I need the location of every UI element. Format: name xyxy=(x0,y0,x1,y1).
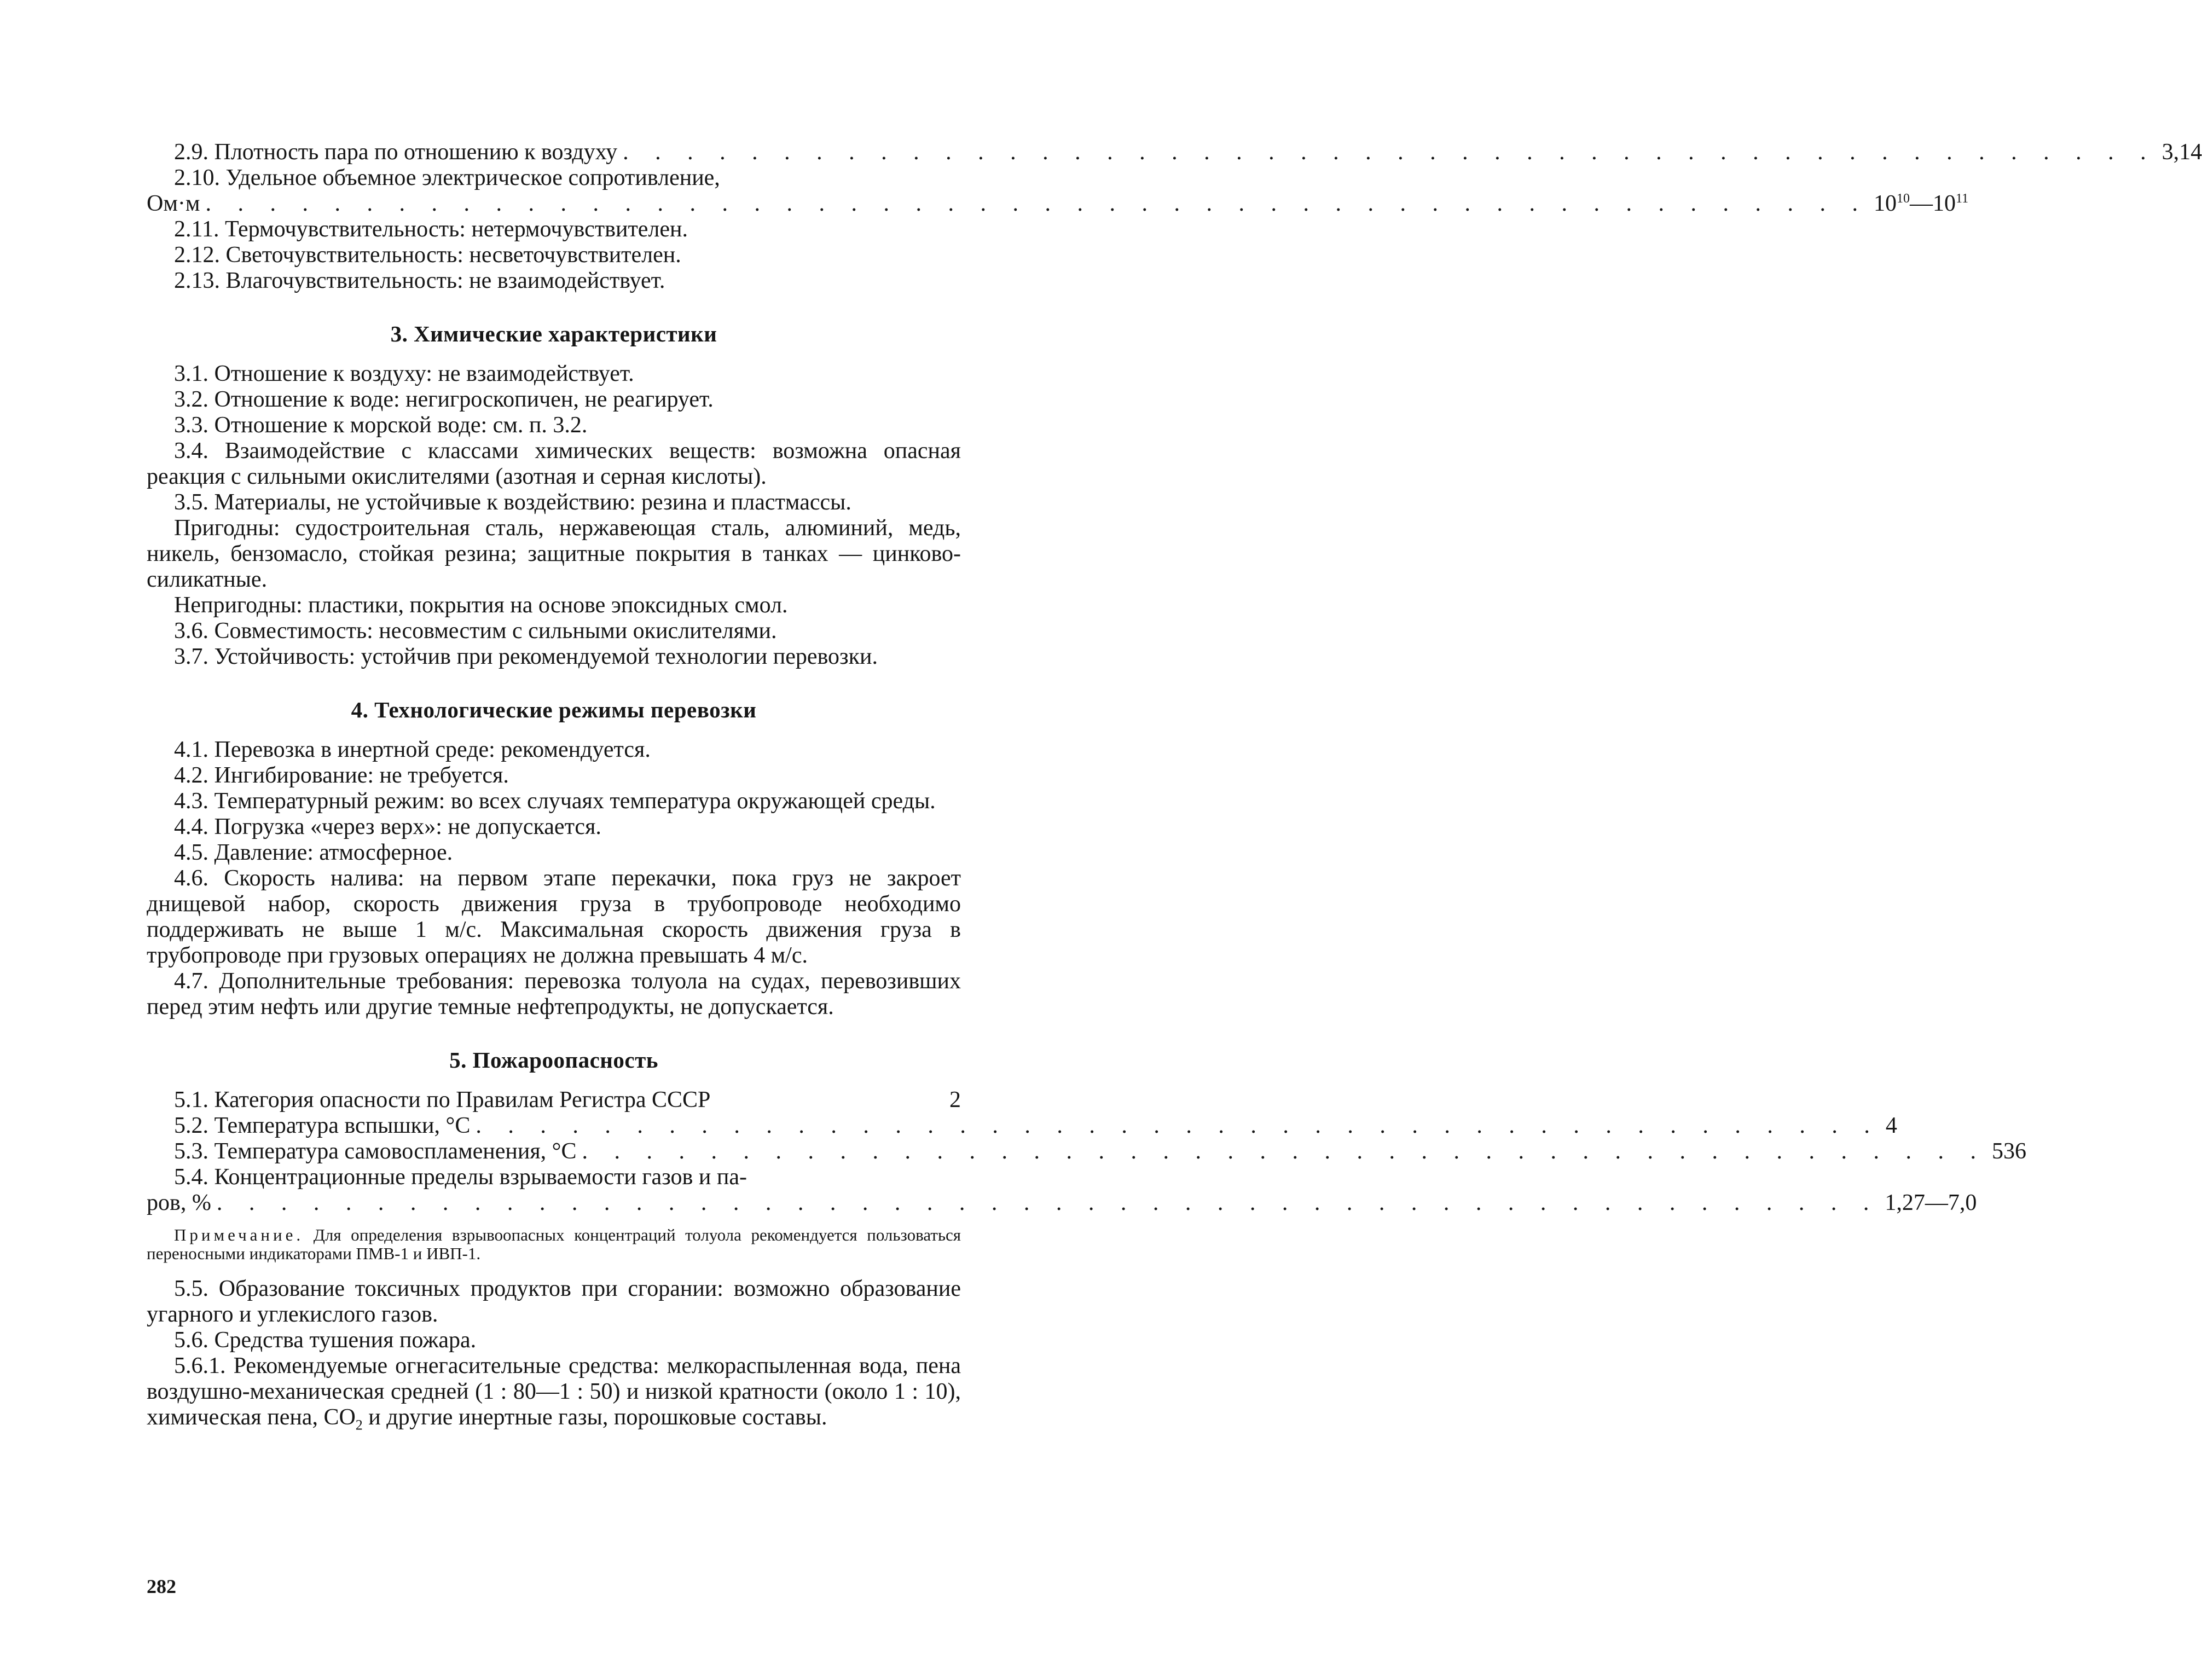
item-2-12: 2.12. Светочувствительность: несветочувствителен. xyxy=(174,242,681,268)
item-5-1-label: 5.1. Категория опасности по Правилам Регистра СССР xyxy=(174,1087,711,1113)
item-3-1: 3.1. Отношение к воздуху: не взаимодействует. xyxy=(174,361,634,386)
item-5-3 xyxy=(147,1139,2026,1165)
item-3-3: 3.3. Отношение к морской воде: см. п. 3.2. xyxy=(174,413,588,438)
section-3-heading: 3. Химические характеристики xyxy=(390,321,717,346)
item-3-2: 3.2. Отношение к воде: негигроскопичен, не реагирует. xyxy=(174,387,714,412)
item-4-3: 4.3. Температурный режим: во всех случаях температура окружающей среды. xyxy=(174,789,936,814)
item-5-1-value: 2 xyxy=(949,1087,961,1113)
item-5-2 xyxy=(147,1113,1897,1139)
page-number: 282 xyxy=(147,1575,176,1597)
document-page xyxy=(147,140,2202,1433)
item-5-5: 5.5. Образование токсичных продуктов при сгорании: возможно образование угарного и углекислого газов. xyxy=(147,1276,961,1327)
item-5-2-label: 5.2. Температура вспышки, °С xyxy=(174,1113,471,1138)
item-4-4: 4.4. Погрузка «через верх»: не допускается. xyxy=(174,814,601,839)
item-2-10-line2 xyxy=(147,191,1969,217)
item-2-9 xyxy=(147,140,2202,165)
item-3-7: 3.7. Устойчивость: устойчив при рекомендуемой технологии перевозки. xyxy=(174,644,878,669)
note-heading: Примечание. xyxy=(174,1225,304,1244)
item-5-3-label: 5.3. Температура самовоспламенения, °С xyxy=(174,1139,577,1164)
dot-leader: . . . . . . . . . . . . . . . . . . . . . . . . . . . . . . . . . . . . . . . . . . . . xyxy=(476,1113,1880,1138)
item-4-5: 4.5. Давление: атмосферное. xyxy=(174,840,453,865)
item-5-4-line2 xyxy=(147,1190,1977,1216)
item-5-4-label: ров, % xyxy=(147,1190,211,1215)
item-4-1: 4.1. Перевозка в инертной среде: рекомендуется. xyxy=(174,737,651,762)
item-3-6: 3.6. Совместимость: несовместим с сильными окислителями. xyxy=(174,618,777,644)
dot-leader: . . . . . . . . . . . . . . . . . . . . . . . . . . . . . . . . . . . . . . . . . . . . xyxy=(582,1139,1986,1164)
item-5-3-value: 536 xyxy=(1992,1139,2026,1164)
item-3-5: 3.5. Материалы, не устойчивые к воздействию: резина и пластмассы. xyxy=(174,490,851,515)
item-5-6: 5.6. Средства тушения пожара. xyxy=(174,1328,477,1353)
dot-leader: . . . . . . . . . . . . . . . . . . . . . . . . . . . . . . . . . . . . . . . . . . . . . . . . . . . . xyxy=(216,1190,1880,1215)
item-2-11: 2.11. Термочувствительность: нетермочувствителен. xyxy=(174,217,688,242)
note xyxy=(147,1226,961,1263)
item-3-4: 3.4. Взаимодействие с классами химических веществ: возможна опасная реакция с сильными окислителями (азотная и серная кислоты). xyxy=(147,438,961,489)
item-4-7: 4.7. Дополнительные требования: перевозка толуола на судах, перевозивших перед этим нефть или другие темные нефтепродукты, не допускается. xyxy=(147,969,961,1019)
item-5-1 xyxy=(147,1087,961,1113)
note-text: Для определения взрывоопасных концентраций толуола рекомендуется пользоваться переносными индикаторами ПМВ-1 и ИВП-1. xyxy=(147,1225,961,1263)
dot-leader: . . . . . . . . . . . . . . . . . . . . . . . . . . . . . . . . . . . . . . . . . . . . . . . . . . . . xyxy=(205,191,1868,216)
dot-leader: . . . . . . . . . . . . . . . . . . . . . . . . . . . . . . . . . . . . . . . . . . . . . . . . xyxy=(623,140,2157,165)
item-5-4-value: 1,27—7,0 xyxy=(1885,1190,1977,1215)
item-4-6: 4.6. Скорость налива: на первом этапе перекачки, пока груз не закроет днищевой набор, скорость движения груза в трубопроводе необходимо поддерживать не выше 1 м/с. Максимальная скорость движения груза в трубопроводе при грузовых операциях не должна превышать 4 м/с. xyxy=(147,866,961,968)
item-2-9-label: 2.9. Плотность пара по отношению к воздуху xyxy=(174,140,618,165)
item-5-6-1: 5.6.1. Рекомендуемые огнегасительные средства: мелкораспыленная вода, пена воздушно-механическая средней (1 : 80—1 : 50) и низкой кратности (около 1 : 10), химическая пена, $CO_2$ и другие инертные газы, порошковые составы. xyxy=(147,1353,961,1433)
item-3-5-unsuitable: Непригодны: пластики, покрытия на основе эпоксидных смол. xyxy=(174,593,788,618)
item-4-2: 4.2. Ингибирование: не требуется. xyxy=(174,763,509,788)
item-3-5-suitable: Пригодны: судостроительная сталь, нержавеющая сталь, алюминий, медь, никель, бензомасло, стойкая резина; защитные покрытия в танках — цинково-силикатные. xyxy=(147,515,961,592)
section-5-heading: 5. Пожароопасность xyxy=(449,1047,658,1073)
item-2-13: 2.13. Влагочувствительность: не взаимодействует. xyxy=(174,268,665,293)
item-5-2-value: 4 xyxy=(1885,1113,1897,1138)
section-4-heading: 4. Технологические режимы перевозки xyxy=(351,697,757,722)
item-2-10-value: $10^{10}—10^{11}$ xyxy=(1873,191,1969,216)
item-2-10-line1: 2.10. Удельное объемное электрическое сопротивление, xyxy=(174,165,720,190)
item-2-10-unit: Ом·м xyxy=(147,191,200,216)
item-2-9-value: 3,14 xyxy=(2162,140,2202,165)
item-5-4-line1: 5.4. Концентрационные пределы взрываемости газов и па- xyxy=(174,1165,747,1190)
